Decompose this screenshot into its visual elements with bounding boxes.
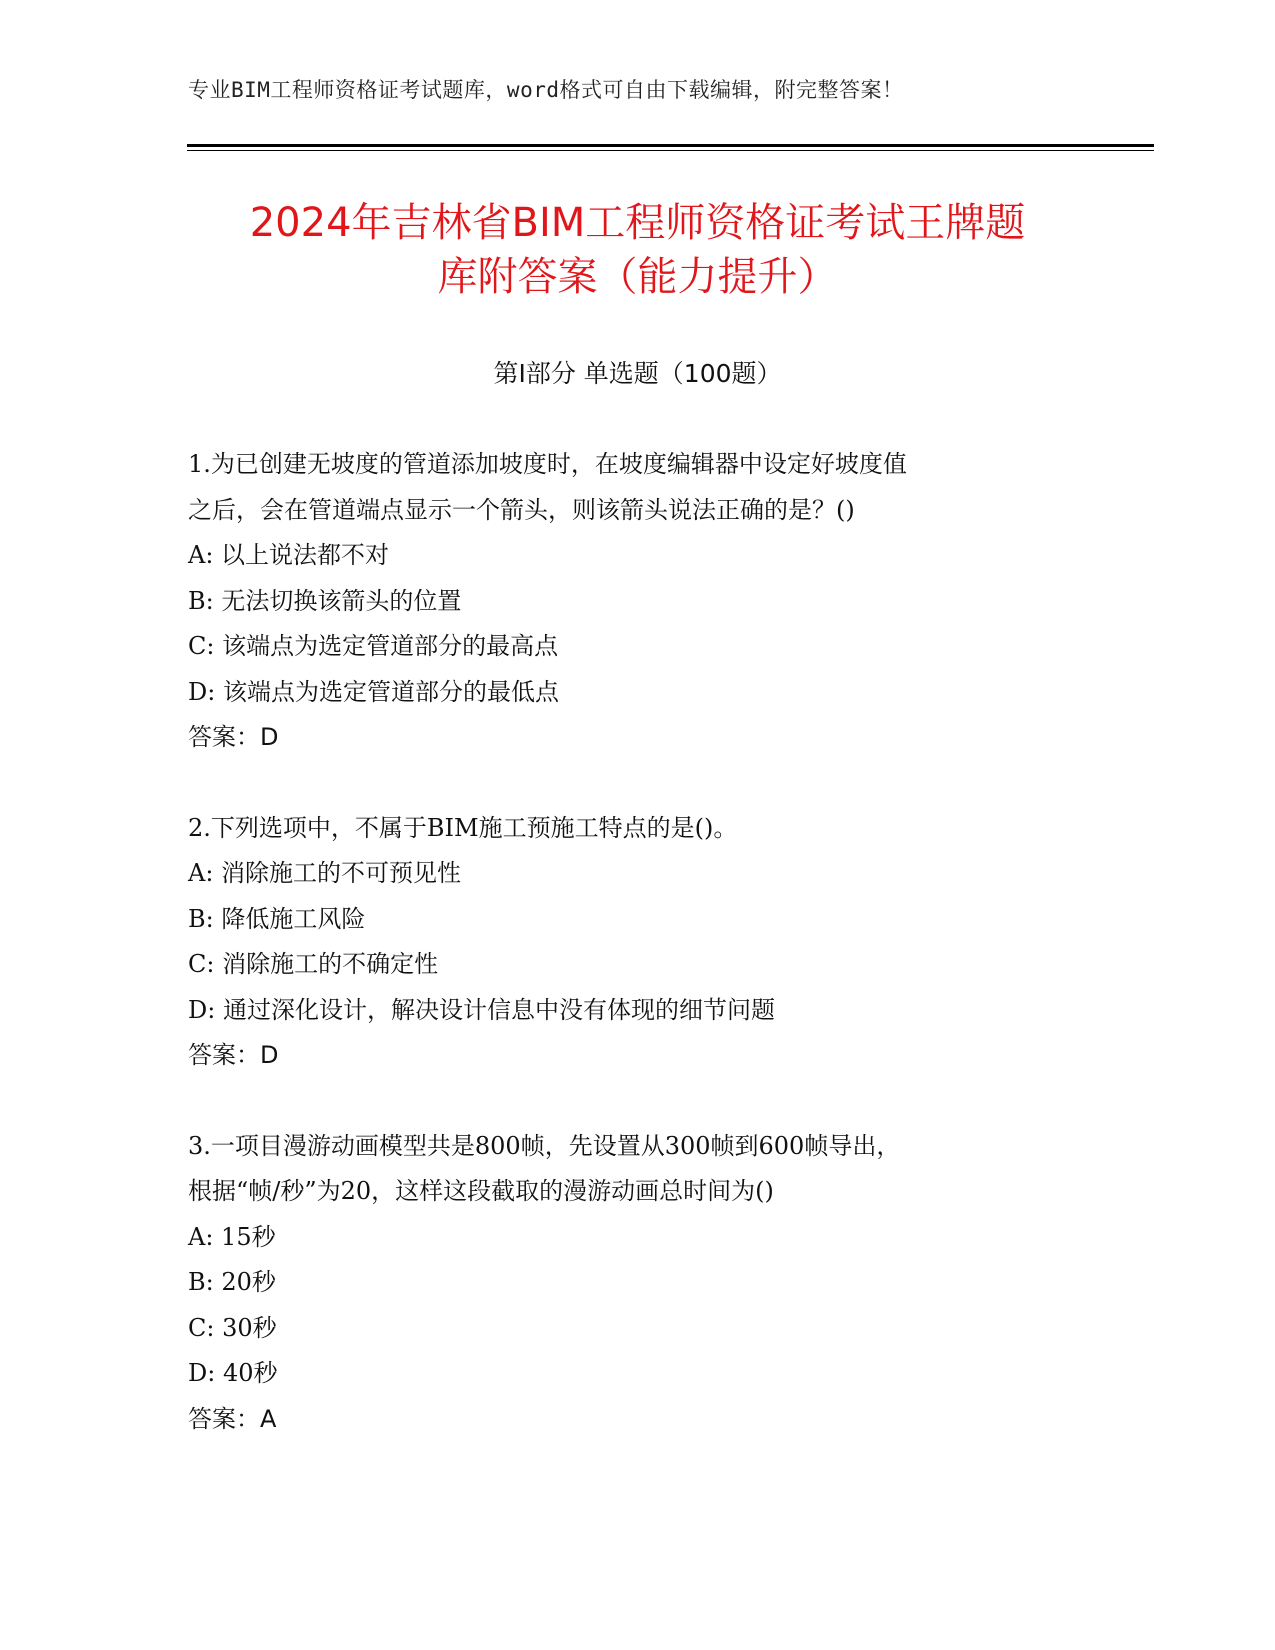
header-rule-thin — [187, 150, 1154, 151]
option-b: B: 20秒 — [188, 1268, 276, 1296]
question-stem: 根据“帧/秒”为20，这样这段截取的漫游动画总时间为() — [188, 1177, 774, 1205]
question-2 — [188, 806, 1088, 1079]
question-3 — [188, 1124, 1088, 1443]
question-stem: 3.一项目漫游动画模型共是800帧，先设置从300帧到600帧导出， — [188, 1131, 901, 1160]
option-c: C: 30秒 — [188, 1313, 277, 1342]
question-stem: 之后，会在管道端点显示一个箭头，则该箭头说法正确的是？() — [188, 495, 855, 524]
section-heading: 第I部分 单选题（100题） — [493, 359, 782, 388]
option-c: C: 消除施工的不确定性 — [188, 950, 439, 978]
document-title-line-1: 2024年吉林省BIM工程师资格证考试王牌题 — [249, 200, 1026, 246]
question-stem: 1.为已创建无坡度的管道添加坡度时，在坡度编辑器中设定好坡度值 — [188, 450, 907, 478]
answer: 答案：D — [188, 723, 279, 751]
document-title-line-2: 库附答案（能力提升） — [437, 254, 838, 300]
question-1 — [188, 442, 1088, 761]
answer: 答案：A — [188, 1404, 277, 1433]
question-stem: 2.下列选项中，不属于BIM施工预施工特点的是()。 — [188, 813, 738, 842]
option-d: D: 通过深化设计，解决设计信息中没有体现的细节问题 — [188, 995, 775, 1024]
document-title — [120, 196, 1155, 304]
question-list — [188, 442, 1088, 1487]
header-rule-thick — [187, 144, 1154, 147]
option-a: A: 以上说法都不对 — [188, 541, 390, 569]
answer: 答案：D — [188, 1041, 279, 1069]
option-a: A: 消除施工的不可预见性 — [188, 859, 462, 887]
option-c: C: 该端点为选定管道部分的最高点 — [188, 632, 559, 660]
option-b: B: 降低施工风险 — [188, 904, 366, 933]
option-a: A: 15秒 — [188, 1222, 276, 1251]
option-d: D: 该端点为选定管道部分的最低点 — [188, 677, 559, 706]
option-b: B: 无法切换该箭头的位置 — [188, 586, 462, 615]
option-d: D: 40秒 — [188, 1359, 278, 1387]
header-note: 专业BIM工程师资格证考试题库，word格式可自由下载编辑，附完整答案！ — [188, 78, 904, 102]
